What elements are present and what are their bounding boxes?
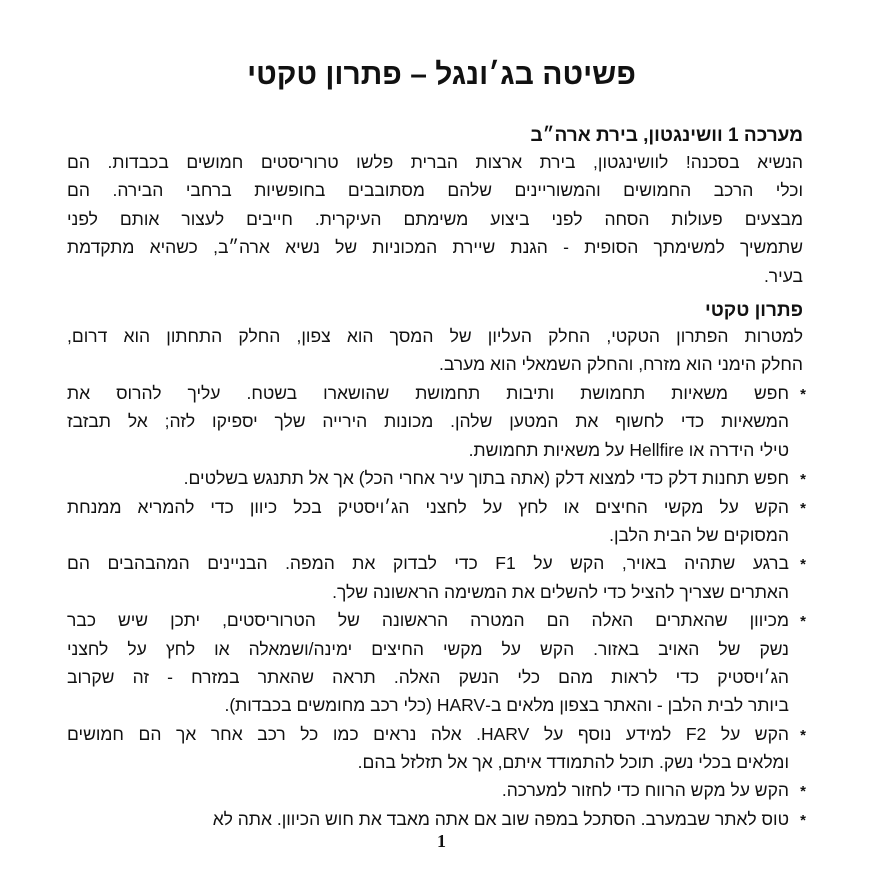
text-line: ברגע שתהיה באויר, הקש על F1 כדי לבדוק את המפה. הבניינים המהבהבים הם — [67, 553, 789, 574]
bullet-asterisk: * — [800, 811, 806, 829]
text-line: החלק הימני הוא מזרח, והחלק השמאלי הוא מערב. — [439, 354, 803, 375]
text-line: מכיוון שהאתרים האלה הם המטרה הראשונה של הטרוריסטים, יתכן שיש כבר — [67, 610, 789, 631]
page-number: 1 — [437, 831, 446, 851]
bullet-asterisk: * — [800, 556, 806, 574]
text-line: נשק של האויב באזור. הקש על מקשי החיצים ימינה/ושמאלה או לחץ על לחצני — [67, 638, 789, 659]
tactical-steps-list — [67, 379, 813, 833]
text-line: ביותר לבית הלבן - והאתר בצפון מלאים ב-HARV (כלי רכב מחומשים בכבדות). — [224, 695, 789, 716]
bullet-asterisk: * — [800, 471, 806, 489]
text-line: הקש על מקש הרווח כדי לחזור למערכה. — [501, 780, 789, 801]
text-line: הקש על מקשי החיצים או לחץ על לחצני הג׳ויסטיק בכל כיוון כדי להמריא ממנחת — [67, 496, 789, 517]
text-line: חפש תחנות דלק כדי למצוא דלק (אתה בתוך עיר אחרי הכל) אך אל תתנגש בשלטים. — [183, 468, 789, 489]
bullet-asterisk: * — [800, 726, 806, 744]
text-line: האתרים שצריך להציל כדי להשלים את המשימה הראשונה שלך. — [332, 581, 789, 602]
text-line: המשאיות כדי לחשוף את המטען שלהן. מכונות הירייה שלך יספיקו לזה; אל תבזבז — [67, 411, 789, 432]
list-item — [67, 464, 813, 492]
list-item — [67, 805, 813, 833]
list-item — [67, 720, 813, 777]
bullet-asterisk: * — [800, 499, 806, 517]
text-line: ומלאים בכלי נשק. תוכל להתמודד איתם, אך אל תזלזל בהם. — [357, 752, 789, 773]
page-title: פשיטה בג׳ונגל – פתרון טקטי — [247, 58, 636, 91]
text-line: שתמשיך למשימתך הסופית - הגנת שיירת המכוניות של נשיא ארה״ב, כשהיא מתקדמת — [67, 237, 803, 258]
bullet-asterisk: * — [800, 386, 806, 403]
section-2-intro-paragraph — [67, 322, 803, 379]
list-item — [67, 606, 813, 720]
text-line: הג׳ויסטיק כדי לראות מהם כלי הנשק האלה. תראה שהאתר במזרח - זה שקרוב — [67, 666, 789, 687]
section-heading-tactical-solution: פתרון טקטי — [704, 300, 803, 321]
text-line: בעיר. — [763, 265, 803, 286]
text-line: למטרות הפתרון הטקטי, החלק העליון של המסך הוא צפון, החלק התחתון הוא דרום, — [67, 326, 803, 346]
text-line: חפש משאיות תחמושת ותיבות תחמושת שהושארו בשטח. עליך להרוס את — [67, 383, 789, 403]
text-line: טילי הידרה או Hellfire על משאיות תחמושת. — [468, 439, 789, 460]
text-line: טוס לאתר שבמערב. הסתכל במפה שוב אם אתה מאבד את חוש הכיוון. אתה לא — [212, 808, 789, 829]
bullet-asterisk: * — [800, 613, 806, 631]
text-line: וכלי הרכב החמושים והמשוריינים שלהם מסתובבים בחופשיות ברחבי הבירה. הם — [67, 180, 803, 201]
list-item — [67, 493, 813, 550]
list-item — [67, 379, 813, 464]
section-heading-mission-1: מערכה 1 וושינגטון, בירת ארה״ב — [530, 125, 803, 146]
bullet-asterisk: * — [800, 783, 806, 801]
list-item — [67, 549, 813, 606]
text-line: הקש על F2 למידע נוסף על HARV. אלה נראים כמו כל רכב אחר אך הם חמושים — [67, 723, 789, 744]
list-item — [67, 776, 813, 804]
text-line: מבצעים פעולות הסחה לפני ביצוע משימתם העיקרית. חייבים לעצור אותם לפני — [67, 208, 803, 229]
section-1-paragraph — [67, 148, 803, 290]
text-line: המסוקים של הבית הלבן. — [609, 524, 789, 545]
text-line: הנשיא בסכנה! לוושינגטון, בירת ארצות הברית פלשו טרוריסטים חמושים בכבדות. הם — [67, 152, 803, 172]
